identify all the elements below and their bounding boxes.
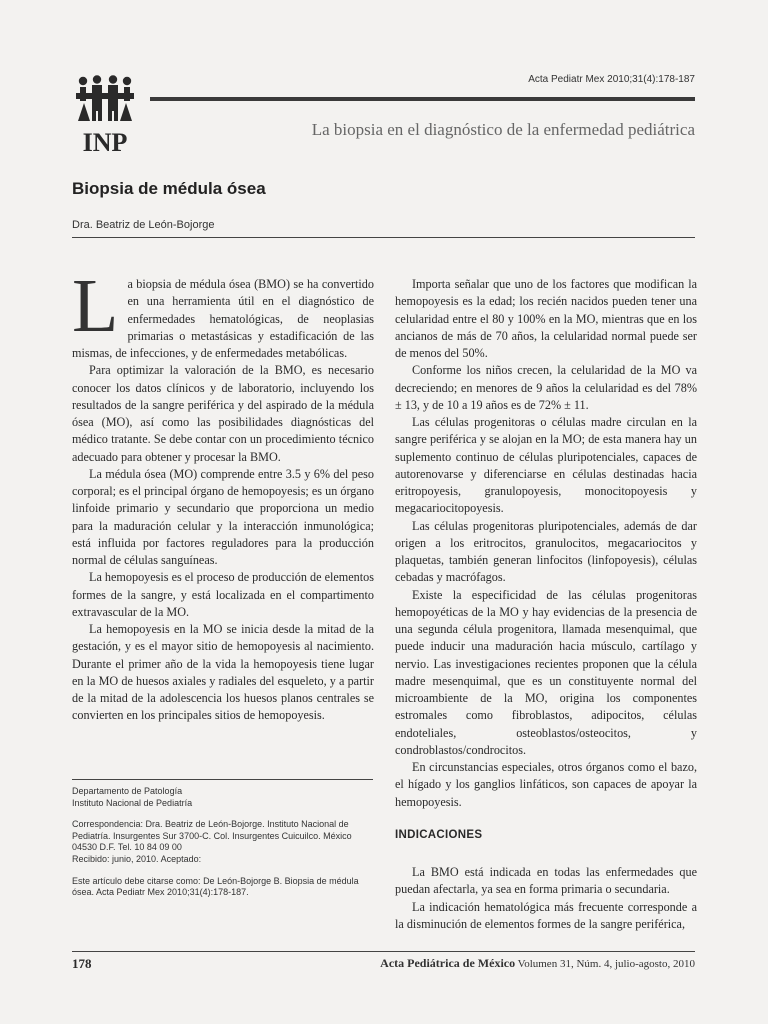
body-paragraph: Importa señalar que uno de los factores que modifican la hemopoyesis es la edad; los recién nacidos pueden tener una celularidad entre el 80 y 100% en la MO, mientras que en los ancianos de más de 70 años, la celularidad normal puede ser de menos del 50%. xyxy=(395,277,697,360)
body-paragraph: Para optimizar la valoración de la BMO, es necesario conocer los datos clínicos y de laboratorio, incluyendo los resultados de la sangre periférica y del aspirado de la médula ósea (MO), así como las posibilidades diagnósticas del médico tratante. Se debe contar con un procedimiento técnico adecuado para obtener y procesar la BMO. xyxy=(72,363,374,464)
header-rule xyxy=(150,97,695,101)
page-number: 178 xyxy=(72,956,92,971)
received-date: Recibido: junio, 2010. Aceptado: xyxy=(72,853,202,864)
intro-text: a biopsia de médula ósea (BMO) se ha convertido en una herramienta útil en el diagnóstico de enfermedades hematológicas, de neoplasias primarias o metastásicas y estadificación de las mismas, de infecciones, y de enfermedades metabólicas. xyxy=(72,277,374,360)
cite-as: Este artículo debe citarse como: De León-Bojorge B. Biopsia de médula ósea. Acta Pediatr Mex 2010;31(4):178-187. xyxy=(72,875,359,898)
author-rule xyxy=(72,237,695,238)
intro-paragraph xyxy=(72,264,374,362)
journal-issue: Volumen 31, Núm. 4, julio-agosto, 2010 xyxy=(517,958,695,970)
correspondence xyxy=(72,819,377,865)
footer-rule xyxy=(72,951,695,952)
body-paragraph: La hemopoyesis en la MO se inicia desde la mitad de la gestación, y es el mayor sitio de hemopoyesis al nacimiento. Durante el primer año de la vida la hemopoyesis tiene lugar en la MO de huesos axiales y radiales del esqueleto, y a partir de la mitad de la adolescencia los huesos planos centrales se convierten en los principales sitios de hemopoyesis. xyxy=(72,622,374,723)
body-paragraph: Existe la especificidad de las células progenitoras hemopoyéticas de la MO y hay evidencias de la presencia de una segunda célula progenitora, llamada mesenquimal, que puede inducir una maduración hacia músculo, cartílago y nervio. Las investigaciones recientes proponen que la célula madre mesenquimal, que es un constituyente normal del microambiente de la MO, origina los componentes estromales como fibroblastos, adipocitos, células endoteliales, osteoblastos/osteocitos, y condroblastos/condrocitos. xyxy=(395,587,697,757)
affiliation-department: Departamento de Patología xyxy=(72,786,183,796)
body-paragraph: La indicación hematológica más frecuente corresponde a la disminución de elementos formes de la sangre periférica, xyxy=(395,899,697,931)
body-paragraph: La hemopoyesis es el proceso de producción de elementos formes de la sangre, y está localizada en el compartimento extravascular de la MO. xyxy=(72,570,374,619)
author-name: Dra. Beatriz de León-Bojorge xyxy=(72,219,215,231)
inp-logo xyxy=(74,75,136,155)
correspondence-address: Correspondencia: Dra. Beatriz de León-Bojorge. Instituto Nacional de Pediatría. Insurgentes Sur 3700-C. Col. Insurgentes Cuicuilco. México 04530 D.F. Tel. 10 84 09 00 xyxy=(72,819,352,853)
footnotes xyxy=(72,786,377,909)
body-paragraph: Las células progenitoras pluripotenciales, además de dar origen a los eritrocitos, granulocitos, megacariocitos y plaquetas, también generan linfocitos (linfopoyesis), células cebadas y macrófagos. xyxy=(395,518,697,585)
journal-footer xyxy=(380,956,695,971)
journal-name: Acta Pediátrica de México xyxy=(380,956,516,970)
body-paragraph: La médula ósea (MO) comprende entre 3.5 y 6% del peso corporal; es el principal órgano de hemopoyesis; es un órgano linfoide primario y secundario que proporciona un medio para la maduración celular y la interacción inmunológica; está influida por factores reguladores para la producción normal de células sanguíneas. xyxy=(72,466,374,567)
journal-citation: Acta Pediatr Mex 2010;31(4):178-187 xyxy=(528,74,695,85)
footnote-rule xyxy=(72,779,373,780)
body-paragraph: La BMO está indicada en todas las enfermedades que puedan afectarla, ya sea en forma primaria o secundaria. xyxy=(395,865,697,897)
body-paragraph: En circunstancias especiales, otros órganos como el bazo, el hígado y los ganglios linfáticos, son capaces de apoyar la hemopoyesis. xyxy=(395,760,697,809)
left-column xyxy=(72,264,374,725)
body-paragraph: Las células progenitoras o células madre circulan en la sangre periférica y se alojan en la MO; de esta manera hay un suplemento continuo de células pluripotenciales, capaces de autorenovarse y diferenciarse en células destinadas hacia eritropoyesis, granulopoyesis, monocitopoyesis y megacariocitopoyesis. xyxy=(395,415,697,516)
drop-cap: L xyxy=(72,264,119,348)
section-heading-indicaciones: INDICACIONES xyxy=(395,828,483,841)
right-column xyxy=(395,276,697,933)
series-title: La biopsia en el diagnóstico de la enfermedad pediátrica xyxy=(311,120,695,139)
article-title: Biopsia de médula ósea xyxy=(72,179,266,198)
logo-lettering: INP xyxy=(82,128,128,155)
affiliation xyxy=(72,786,377,809)
body-paragraph: Conforme los niños crecen, la celularidad de la MO va decreciendo; en menores de 9 años la celularidad es del 78% ± 13, y de 10 a 19 años es de 72% ± 11. xyxy=(395,363,697,412)
affiliation-institute: Instituto Nacional de Pediatría xyxy=(72,797,193,808)
